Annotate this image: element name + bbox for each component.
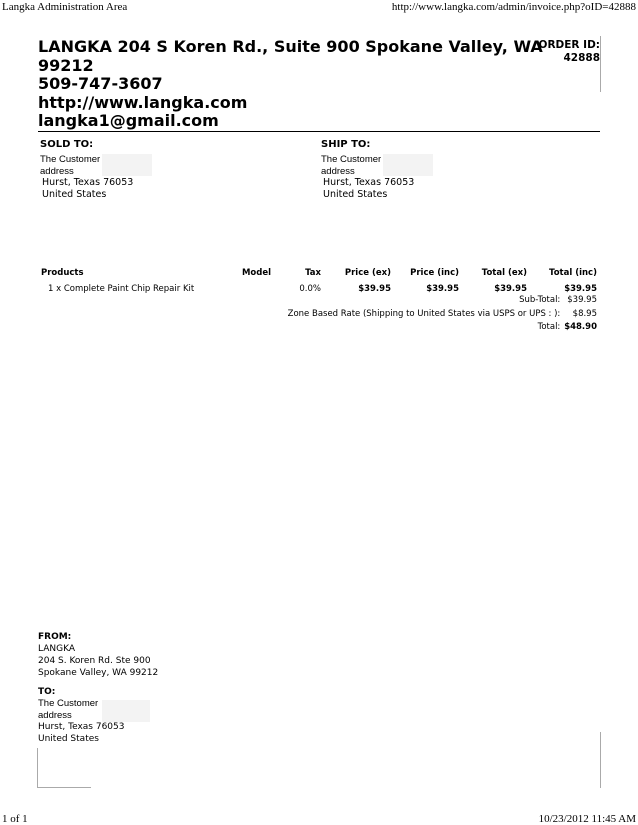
- store-info: [38, 37, 543, 131]
- store-email: langka1@gmail.com: [38, 111, 219, 130]
- subtotal-line: [519, 295, 597, 305]
- row-total-ex: $39.95: [494, 284, 527, 294]
- products-table: [38, 265, 600, 297]
- order-id-value: 42888: [563, 52, 600, 64]
- sold-to-city: Hurst, Texas 76053: [42, 177, 134, 188]
- total-label: Total:: [537, 322, 561, 332]
- print-header-title: Langka Administration Area: [2, 1, 128, 13]
- to-address: address: [38, 709, 72, 721]
- row-product: 1 x Complete Paint Chip Repair Kit: [48, 284, 195, 294]
- from-title: FROM:: [38, 632, 72, 642]
- row-model: [238, 281, 274, 297]
- sold-to-block: [40, 139, 240, 201]
- to-title: TO:: [38, 687, 56, 697]
- to-block: [38, 686, 288, 745]
- store-phone: 509-747-3607: [38, 74, 163, 93]
- total-value: $48.90: [564, 322, 597, 332]
- ship-to-title: SHIP TO:: [321, 139, 371, 150]
- products-header-row: [38, 265, 600, 281]
- ship-to-block: [321, 139, 521, 201]
- header-border-right: [600, 36, 601, 92]
- order-id-block: [539, 39, 600, 65]
- ship-to-country: United States: [323, 189, 388, 200]
- col-price-ex: Price (ex): [344, 268, 391, 278]
- ship-to-city: Hurst, Texas 76053: [323, 177, 415, 188]
- col-products: Products: [41, 268, 84, 278]
- col-total-ex: Total (ex): [481, 268, 527, 278]
- from-street: 204 S. Koren Rd. Ste 900: [38, 656, 151, 666]
- from-city: Spokane Valley, WA 99212: [38, 668, 159, 678]
- from-block: [38, 631, 288, 679]
- row-price-ex: $39.95: [358, 284, 391, 294]
- order-id-label: ORDER ID:: [538, 39, 600, 51]
- header-divider: [38, 131, 600, 132]
- sold-to-address: address: [40, 165, 74, 177]
- print-footer-timestamp: 10/23/2012 11:45 AM: [538, 813, 636, 825]
- table-row: [38, 281, 600, 297]
- label-border-bottom: [37, 787, 91, 788]
- col-price-inc: Price (inc): [410, 268, 459, 278]
- label-border-right: [600, 732, 601, 788]
- ship-to-name: The Customer: [321, 154, 382, 165]
- row-tax: 0.0%: [299, 284, 321, 294]
- sold-to-name: The Customer: [40, 154, 101, 165]
- row-total-inc: $39.95: [564, 284, 597, 294]
- shipping-line: [288, 309, 597, 319]
- shipping-value: $8.95: [572, 309, 597, 319]
- col-tax: Tax: [305, 268, 321, 278]
- shipping-label: Zone Based Rate (Shipping to United States via USPS or UPS : ):: [287, 309, 561, 319]
- ship-to-address: address: [321, 165, 355, 177]
- subtotal-label: Sub-Total:: [519, 295, 561, 305]
- sold-to-country: United States: [42, 189, 107, 200]
- label-border-left: [37, 748, 38, 788]
- from-name: LANGKA: [38, 644, 75, 654]
- to-city: Hurst, Texas 76053: [38, 722, 125, 732]
- store-address-line1: LANGKA 204 S Koren Rd., Suite 900 Spokane Valley, WA: [38, 37, 543, 56]
- print-header-url: http://www.langka.com/admin/invoice.php?oID=42888: [391, 1, 636, 13]
- to-name: The Customer: [38, 698, 99, 709]
- print-footer-page-count: 1 of 1: [2, 813, 28, 825]
- col-total-inc: Total (inc): [549, 268, 597, 278]
- col-model: Model: [241, 268, 271, 278]
- to-country: United States: [38, 734, 99, 744]
- total-line: [538, 322, 597, 332]
- sold-to-title: SOLD TO:: [40, 139, 94, 150]
- subtotal-value: $39.95: [567, 295, 597, 305]
- store-website: http://www.langka.com: [38, 92, 248, 112]
- row-price-inc: $39.95: [426, 284, 459, 294]
- store-address-line2: 99212: [38, 55, 94, 75]
